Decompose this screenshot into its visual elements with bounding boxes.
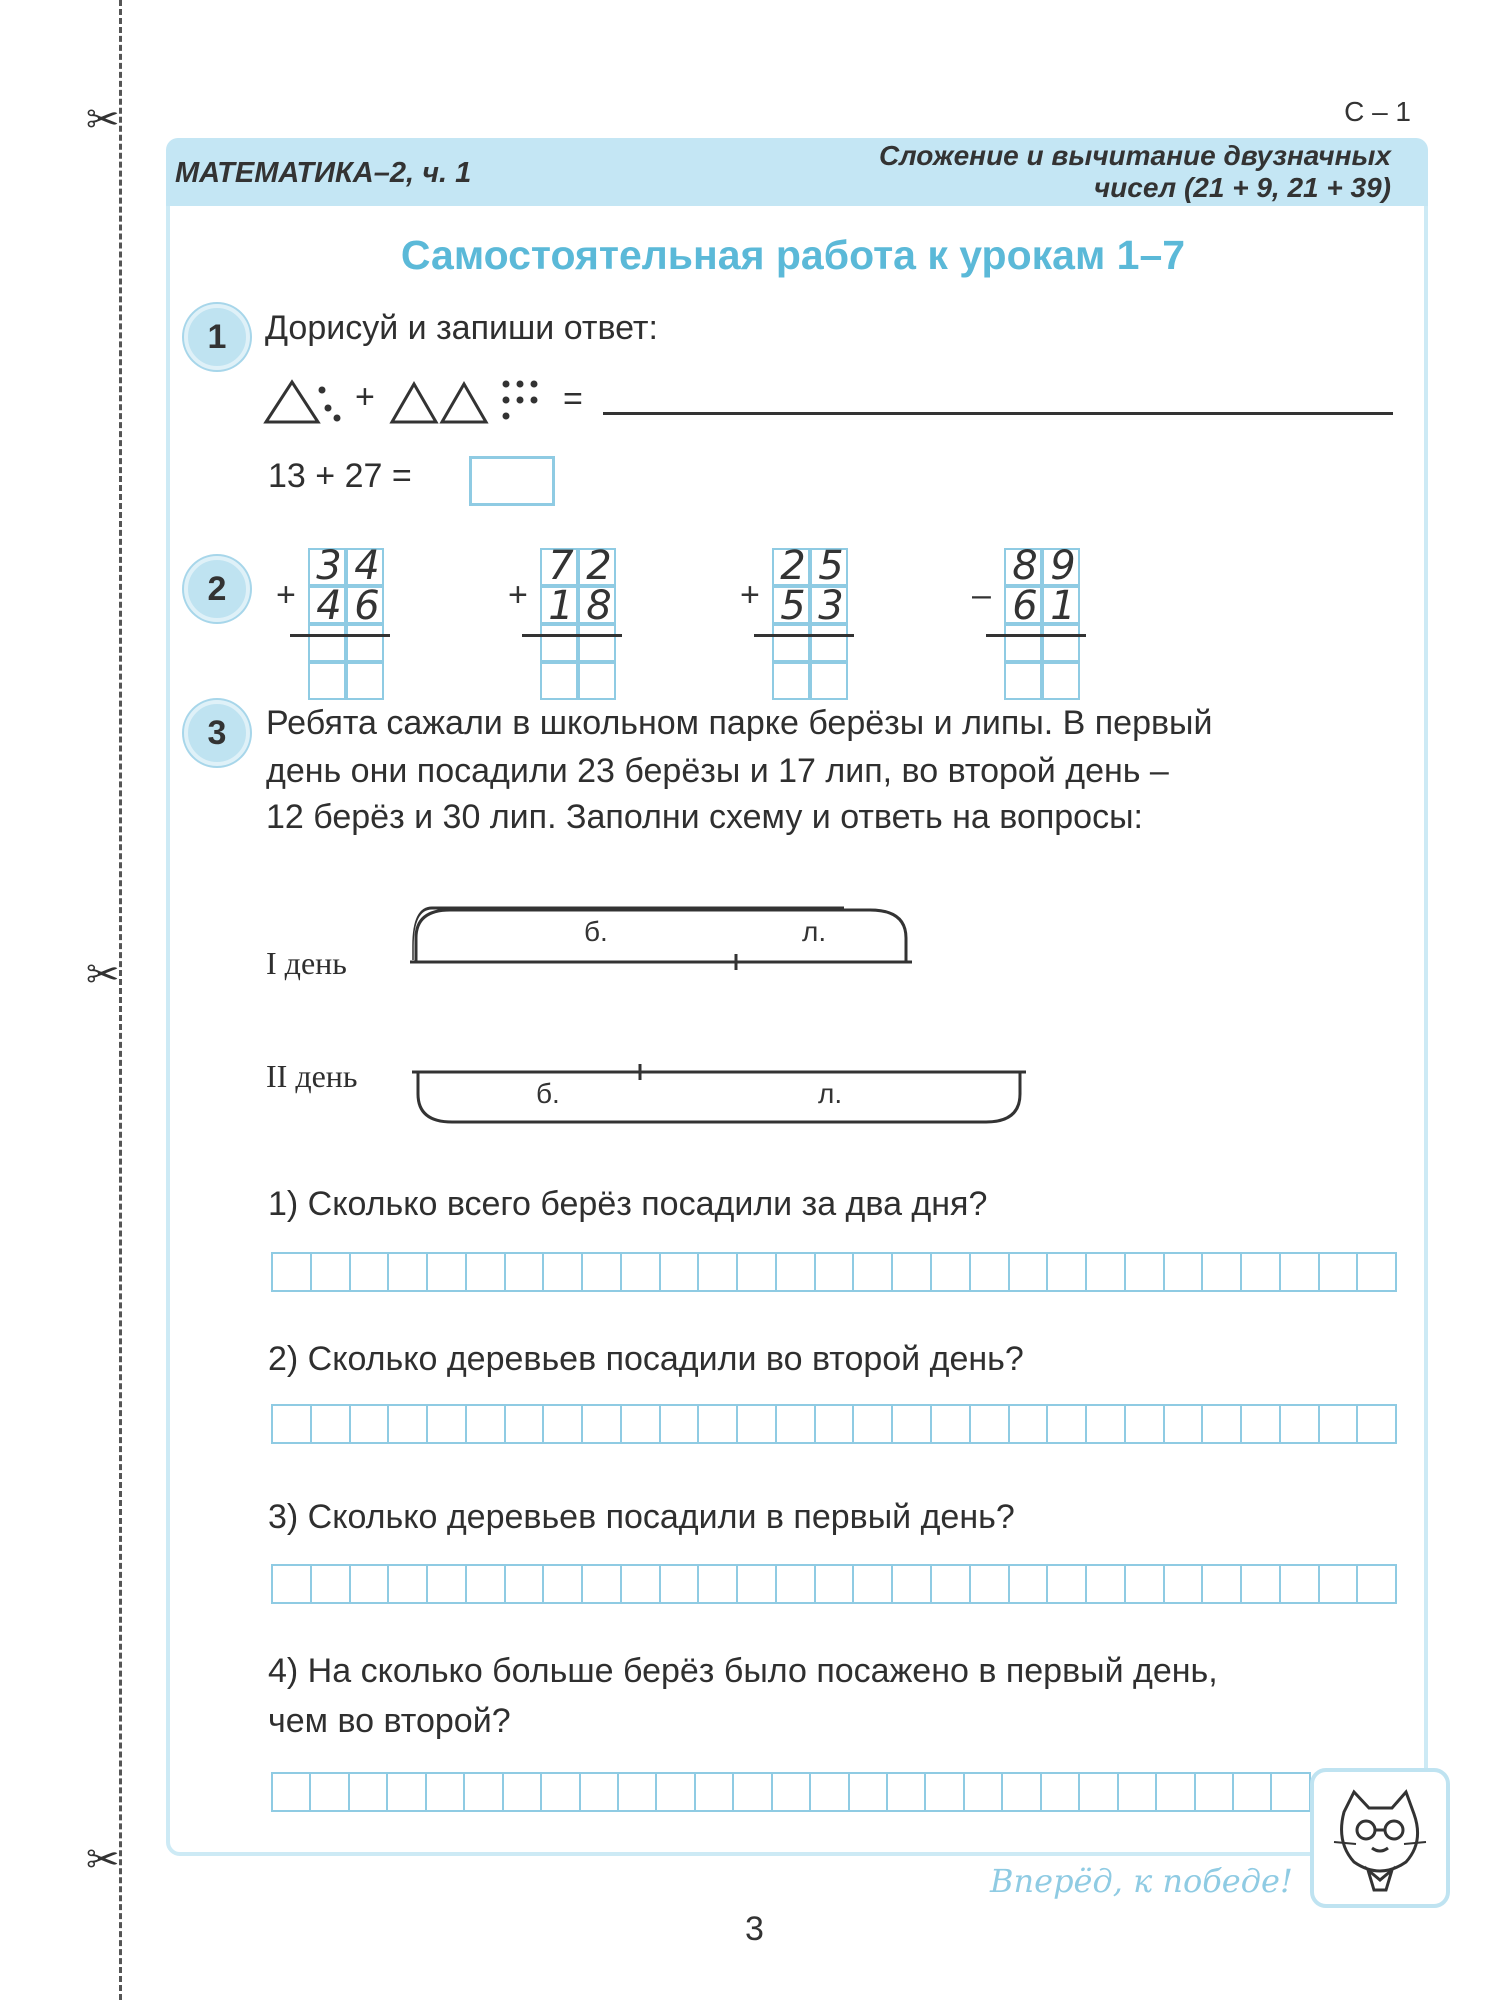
grid-cell[interactable] [351,1254,390,1290]
topic-line: Сложение и вычитание двузначных [878,140,1391,171]
dots-icon [503,381,538,420]
grid-cell[interactable] [465,1774,503,1810]
task3-text-line: 12 берёз и 30 лип. Заполни схему и ответь на вопросы: [266,798,1143,836]
operation-sign: + [740,576,760,614]
grid-cell[interactable] [1080,1774,1118,1810]
grid-cell[interactable] [581,1774,619,1810]
column-problem [508,543,628,718]
grid-cell[interactable] [273,1406,312,1442]
digit: 2 [586,543,612,589]
grid-cell[interactable] [1010,1406,1049,1442]
grid-cell[interactable] [428,1566,467,1602]
grid-cell[interactable] [1281,1254,1320,1290]
digit: 4 [354,543,380,589]
grid-cell[interactable] [893,1406,932,1442]
grid-cell[interactable] [734,1774,772,1810]
grid-cell[interactable] [1242,1254,1281,1290]
grid-cell[interactable] [583,1254,622,1290]
grid-cell[interactable] [1048,1566,1087,1602]
grid-cell[interactable] [699,1406,738,1442]
grid-cell[interactable] [351,1566,390,1602]
grid-cell[interactable] [773,1774,811,1810]
operation-sign: + [508,576,528,614]
grid-cell[interactable] [1320,1254,1359,1290]
grid-cell[interactable] [1126,1566,1165,1602]
grid-cell[interactable] [932,1254,971,1290]
grid-cell[interactable] [854,1406,893,1442]
grid-cell[interactable] [699,1566,738,1602]
grid-cell[interactable] [738,1406,777,1442]
grid-cell[interactable] [1165,1566,1204,1602]
scissors-icon: ✂ [86,953,120,997]
question-2: 2) Сколько деревьев посадили во второй день? [268,1340,1024,1378]
answer-grid[interactable] [271,1404,1397,1444]
answer-grid[interactable] [271,1564,1397,1604]
grid-cell[interactable] [273,1566,312,1602]
grid-cell[interactable] [661,1566,700,1602]
grid-cell[interactable] [1320,1566,1359,1602]
sum-line [522,634,622,637]
dots-icon [319,387,341,422]
grid-cell[interactable] [583,1406,622,1442]
linden-label: л. [818,1078,843,1109]
worksheet-title: Самостоятельная работа к урокам 1–7 [400,232,1186,278]
grid-cell[interactable] [1165,1406,1204,1442]
grid-cell[interactable] [1165,1254,1204,1290]
column-problem [276,543,396,718]
equals-sign: = [563,380,583,418]
operation-sign: – [972,576,991,614]
digit: 8 [586,583,612,629]
grid-cell[interactable] [1358,1566,1395,1602]
digit: 4 [316,583,342,629]
mascot-box [1310,1768,1450,1908]
birch-label: б. [536,1078,560,1109]
question-4-continued: чем во второй? [268,1702,511,1740]
grid-cell[interactable] [816,1254,855,1290]
grid-cell[interactable] [657,1774,695,1810]
grid-cell[interactable] [1087,1254,1126,1290]
grid-cell[interactable] [1087,1566,1126,1602]
grid-cell[interactable] [1358,1254,1395,1290]
grid-cell[interactable] [965,1774,1003,1810]
grid-cell[interactable] [850,1774,888,1810]
cat-mascot-icon [1314,1772,1446,1904]
grid-cell[interactable] [467,1254,506,1290]
answer-grid[interactable] [271,1772,1311,1812]
linden-label: л. [802,916,827,947]
sum-line [754,634,854,637]
task-number-badge: 1 [184,304,250,370]
task3-text-line: Ребята сажали в школьном парке берёзы и липы. В первый [266,704,1213,742]
grid-cell[interactable] [971,1406,1010,1442]
grid-cell[interactable] [1203,1566,1242,1602]
grid-cell[interactable] [971,1566,1010,1602]
grid-cell[interactable] [506,1406,545,1442]
grid-cell[interactable] [273,1254,312,1290]
triangle-icon [266,382,318,422]
digit: 3 [316,543,342,589]
scissors-icon: ✂ [86,1838,120,1882]
grid-cell[interactable] [1010,1254,1049,1290]
grid-cell[interactable] [1281,1566,1320,1602]
shapes-expression [262,372,562,432]
page-code: С – 1 [1344,96,1411,127]
grid-cell[interactable] [1048,1406,1087,1442]
grid-cell[interactable] [544,1254,583,1290]
task1-instruction: Дорисуй и запиши ответ: [265,309,658,347]
grid-cell[interactable] [1234,1774,1272,1810]
grid-cell[interactable] [1157,1774,1195,1810]
answer-grid[interactable] [271,1252,1397,1292]
task-number-badge: 3 [184,700,250,766]
digit: 6 [1012,583,1038,629]
grid-cell[interactable] [467,1566,506,1602]
day2-segment-diagram [412,1060,1040,1130]
grid-cell[interactable] [312,1406,351,1442]
digit: 5 [780,583,806,629]
digit: 6 [354,583,380,629]
digit: 5 [818,543,844,589]
grid-cell[interactable] [622,1566,661,1602]
grid-cell[interactable] [816,1566,855,1602]
grid-cell[interactable] [816,1406,855,1442]
birch-label: б. [584,916,608,947]
grid-cell[interactable] [932,1566,971,1602]
grid-cell[interactable] [738,1566,777,1602]
grid-cell[interactable] [738,1254,777,1290]
grid-cell[interactable] [273,1774,311,1810]
grid-cell[interactable] [932,1406,971,1442]
grid-cell[interactable] [506,1254,545,1290]
subject-title: МАТЕМАТИКА–2, ч. 1 [175,157,472,189]
operation-sign: + [276,576,296,614]
grid-cell[interactable] [1048,1254,1087,1290]
grid-cell[interactable] [1203,1254,1242,1290]
grid-cell[interactable] [544,1406,583,1442]
grid-cell[interactable] [351,1406,390,1442]
day2-label: II день [266,1058,358,1094]
grid-cell[interactable] [1320,1406,1359,1442]
grid-cell[interactable] [428,1254,467,1290]
grid-cell[interactable] [389,1406,428,1442]
topic-line: чисел (21 + 9, 21 + 39) [1093,172,1391,203]
grid-cell[interactable] [926,1774,964,1810]
grid-cell[interactable] [854,1566,893,1602]
question-4: 4) На сколько больше берёз было посажено в первый день, [268,1652,1218,1690]
grid-cell[interactable] [1126,1406,1165,1442]
grid-cell[interactable] [893,1254,932,1290]
grid-cell[interactable] [1242,1566,1281,1602]
question-3: 3) Сколько деревьев посадили в первый день? [268,1498,1015,1536]
grid-cell[interactable] [1281,1406,1320,1442]
grid-cell[interactable] [389,1566,428,1602]
grid-cell[interactable] [312,1566,351,1602]
digit: 9 [1050,543,1076,589]
grid-cell[interactable] [388,1774,426,1810]
task1-expression: 13 + 27 = [268,457,412,495]
grid-cell[interactable] [971,1254,1010,1290]
grid-cell[interactable] [428,1406,467,1442]
answer-box[interactable] [469,456,555,506]
grid-cell[interactable] [350,1774,388,1810]
grid-cell[interactable] [1010,1566,1049,1602]
column-problem [972,543,1092,718]
grid-cell[interactable] [311,1774,349,1810]
grid-cell[interactable] [699,1254,738,1290]
digit: 3 [818,583,844,629]
grid-cell[interactable] [1126,1254,1165,1290]
grid-cell[interactable] [622,1254,661,1290]
grid-cell[interactable] [542,1774,580,1810]
grid-cell[interactable] [811,1774,849,1810]
question-1: 1) Сколько всего берёз посадили за два дня? [268,1185,988,1223]
grid-cell[interactable] [467,1406,506,1442]
grid-cell[interactable] [504,1774,542,1810]
grid-cell[interactable] [661,1406,700,1442]
grid-cell[interactable] [854,1254,893,1290]
grid-cell[interactable] [1003,1774,1041,1810]
grid-cell[interactable] [1119,1774,1157,1810]
grid-cell[interactable] [777,1566,816,1602]
grid-cell[interactable] [661,1254,700,1290]
grid-cell[interactable] [1358,1406,1395,1442]
grid-cell[interactable] [622,1406,661,1442]
digit: 8 [1012,543,1038,589]
task-number-badge: 2 [184,556,250,622]
grid-cell[interactable] [427,1774,465,1810]
digit: 2 [780,543,806,589]
grid-cell[interactable] [696,1774,734,1810]
plus-sign: + [355,378,375,416]
grid-cell[interactable] [506,1566,545,1602]
triangle-icon [392,384,436,422]
grid-cell[interactable] [1087,1406,1126,1442]
grid-cell[interactable] [888,1774,926,1810]
sum-line [986,634,1086,637]
grid-cell[interactable] [312,1254,351,1290]
day1-segment-diagram [410,898,920,978]
grid-cell[interactable] [544,1566,583,1602]
page-number: 3 [745,1910,764,1948]
cut-line [119,0,122,2000]
digit: 7 [548,543,574,589]
scissors-icon: ✂ [86,98,120,142]
grid-cell[interactable] [1242,1406,1281,1442]
task3-text-line: день они посадили 23 берёзы и 17 лип, во второй день – [266,752,1169,790]
digit: 1 [548,583,574,629]
sum-line [290,634,390,637]
grid-cell[interactable] [1042,1774,1080,1810]
triangle-icon [442,384,486,422]
digit: 1 [1050,583,1076,629]
grid-cell[interactable] [1203,1406,1242,1442]
grid-cell[interactable] [389,1254,428,1290]
column-problem [740,543,860,718]
lesson-topic [691,140,1391,204]
grid-cell[interactable] [1272,1774,1308,1810]
grid-cell[interactable] [1196,1774,1234,1810]
grid-cell[interactable] [619,1774,657,1810]
grid-cell[interactable] [777,1406,816,1442]
day1-label: I день [266,945,347,981]
slogan: Вперёд, к победе! [990,1862,1293,1900]
answer-line[interactable] [603,412,1393,415]
grid-cell[interactable] [583,1566,622,1602]
grid-cell[interactable] [777,1254,816,1290]
grid-cell[interactable] [893,1566,932,1602]
